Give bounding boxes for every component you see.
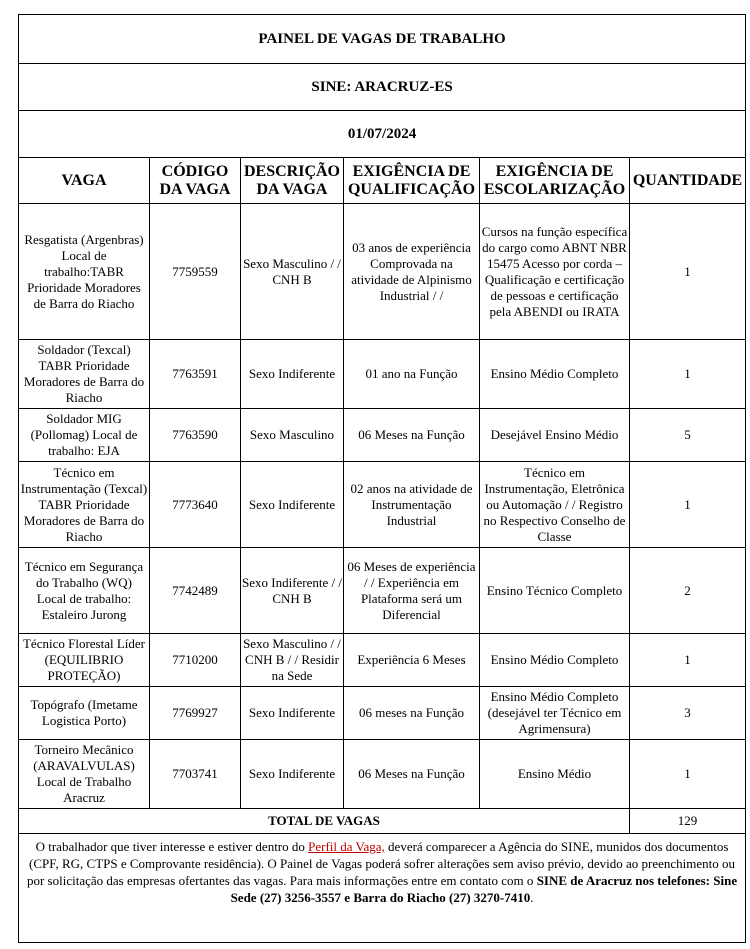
table-row xyxy=(19,409,746,462)
cell-descricao: Sexo Masculino xyxy=(241,409,344,462)
cell-escolarizacao: Ensino Médio Completo xyxy=(480,340,630,409)
cell-codigo: 7773640 xyxy=(150,462,241,548)
cell-codigo: 7763591 xyxy=(150,340,241,409)
cell-codigo: 7703741 xyxy=(150,740,241,809)
cell-descricao: Sexo Indiferente xyxy=(241,740,344,809)
cell-escolarizacao: Ensino Médio Completo (desejável ter Técnico em Agrimensura) xyxy=(480,687,630,740)
board-date: 01/07/2024 xyxy=(19,111,746,158)
job-board-table xyxy=(18,14,746,943)
cell-quantidade: 2 xyxy=(630,548,746,634)
col-codigo: CÓDIGO DA VAGA xyxy=(150,158,241,204)
column-header-row xyxy=(19,158,746,204)
col-vaga: VAGA xyxy=(19,158,150,204)
table-row xyxy=(19,462,746,548)
table-row xyxy=(19,687,746,740)
job-board-sheet xyxy=(18,14,745,943)
cell-descricao: Sexo Masculino / / CNH B / / Residir na Sede xyxy=(241,634,344,687)
cell-quantidade: 3 xyxy=(630,687,746,740)
cell-codigo: 7759559 xyxy=(150,204,241,340)
page-title: PAINEL DE VAGAS DE TRABALHO xyxy=(19,15,746,64)
subtitle-row xyxy=(19,64,746,111)
cell-descricao: Sexo Indiferente / / CNH B xyxy=(241,548,344,634)
cell-vaga: Técnico em Segurança do Trabalho (WQ) Local de trabalho: Estaleiro Jurong xyxy=(19,548,150,634)
cell-qualificacao: Experiência 6 Meses xyxy=(344,634,480,687)
table-row xyxy=(19,740,746,809)
cell-vaga: Técnico em Instrumentação (Texcal) TABR Prioridade Moradores de Barra do Riacho xyxy=(19,462,150,548)
date-row xyxy=(19,111,746,158)
table-row xyxy=(19,340,746,409)
cell-vaga: Torneiro Mecânico (ARAVALVULAS) Local de Trabalho Aracruz xyxy=(19,740,150,809)
cell-qualificacao: 06 Meses de experiência / / Experiência em Plataforma será um Diferencial xyxy=(344,548,480,634)
total-label: TOTAL DE VAGAS xyxy=(19,809,630,834)
cell-qualificacao: 01 ano na Função xyxy=(344,340,480,409)
cell-vaga: Soldador MIG (Pollomag) Local de trabalho: EJA xyxy=(19,409,150,462)
cell-quantidade: 1 xyxy=(630,462,746,548)
col-descricao: DESCRIÇÃO DA VAGA xyxy=(241,158,344,204)
cell-qualificacao: 03 anos de experiência Comprovada na atividade de Alpinismo Industrial / / xyxy=(344,204,480,340)
total-value: 129 xyxy=(630,809,746,834)
cell-quantidade: 5 xyxy=(630,409,746,462)
cell-quantidade: 1 xyxy=(630,204,746,340)
table-row xyxy=(19,634,746,687)
cell-escolarizacao: Ensino Médio xyxy=(480,740,630,809)
cell-qualificacao: 02 anos na atividade de Instrumentação Industrial xyxy=(344,462,480,548)
cell-codigo: 7742489 xyxy=(150,548,241,634)
cell-qualificacao: 06 meses na Função xyxy=(344,687,480,740)
cell-vaga: Topógrafo (Imetame Logistica Porto) xyxy=(19,687,150,740)
cell-codigo: 7769927 xyxy=(150,687,241,740)
cell-escolarizacao: Desejável Ensino Médio xyxy=(480,409,630,462)
col-quantidade: QUANTIDADE xyxy=(630,158,746,204)
job-profile-link[interactable]: Perfil da Vaga, xyxy=(308,839,385,854)
title-row xyxy=(19,15,746,64)
cell-descricao: Sexo Masculino / / CNH B xyxy=(241,204,344,340)
cell-quantidade: 1 xyxy=(630,740,746,809)
cell-vaga: Resgatista (Argenbras) Local de trabalho:TABR Prioridade Moradores de Barra do Riacho xyxy=(19,204,150,340)
cell-codigo: 7763590 xyxy=(150,409,241,462)
cell-descricao: Sexo Indiferente xyxy=(241,462,344,548)
table-row xyxy=(19,548,746,634)
cell-escolarizacao: Ensino Técnico Completo xyxy=(480,548,630,634)
total-row xyxy=(19,809,746,834)
cell-quantidade: 1 xyxy=(630,340,746,409)
col-qualificacao: EXIGÊNCIA DE QUALIFICAÇÃO xyxy=(344,158,480,204)
cell-qualificacao: 06 Meses na Função xyxy=(344,409,480,462)
cell-vaga: Técnico Florestal Líder (EQUILIBRIO PROTEÇÃO) xyxy=(19,634,150,687)
cell-escolarizacao: Cursos na função específica do cargo como ABNT NBR 15475 Acesso por corda – Qualificação e certificação de pessoas e certificação pela ABENDI ou IRATA xyxy=(480,204,630,340)
cell-codigo: 7710200 xyxy=(150,634,241,687)
contact-phones: SINE de Aracruz nos telefones: Sine Sede (27) 3256-3557 e Barra do Riacho (27) 3270-7410 xyxy=(230,873,738,905)
agency-subtitle: SINE: ARACRUZ-ES xyxy=(19,64,746,111)
cell-escolarizacao: Ensino Médio Completo xyxy=(480,634,630,687)
cell-qualificacao: 06 Meses na Função xyxy=(344,740,480,809)
note-row xyxy=(19,834,746,943)
table-row xyxy=(19,204,746,340)
cell-escolarizacao: Técnico em Instrumentação, Eletrônica ou Automação / / Registro no Respectivo Conselho de Classe xyxy=(480,462,630,548)
cell-quantidade: 1 xyxy=(630,634,746,687)
cell-descricao: Sexo Indiferente xyxy=(241,340,344,409)
cell-vaga: Soldador (Texcal) TABR Prioridade Moradores de Barra do Riacho xyxy=(19,340,150,409)
col-escolarizacao: EXIGÊNCIA DE ESCOLARIZAÇÃO xyxy=(480,158,630,204)
footer-note: O trabalhador que tiver interesse e estiver dentro do Perfil da Vaga, deverá comparecer a Agência do SINE, munidos dos documentos (CPF, RG, CTPS e Comprovante residência). O Painel de Vagas poderá sofrer alterações sem aviso prévio, devido ao preenchimento ou por solicitação das empresas ofertantes das vagas. Para mais informações entre em contato com o SINE de Aracruz nos telefones: Sine Sede (27) 3256-3557 e Barra do Riacho (27) 3270-7410. xyxy=(19,834,746,943)
cell-descricao: Sexo Indiferente xyxy=(241,687,344,740)
